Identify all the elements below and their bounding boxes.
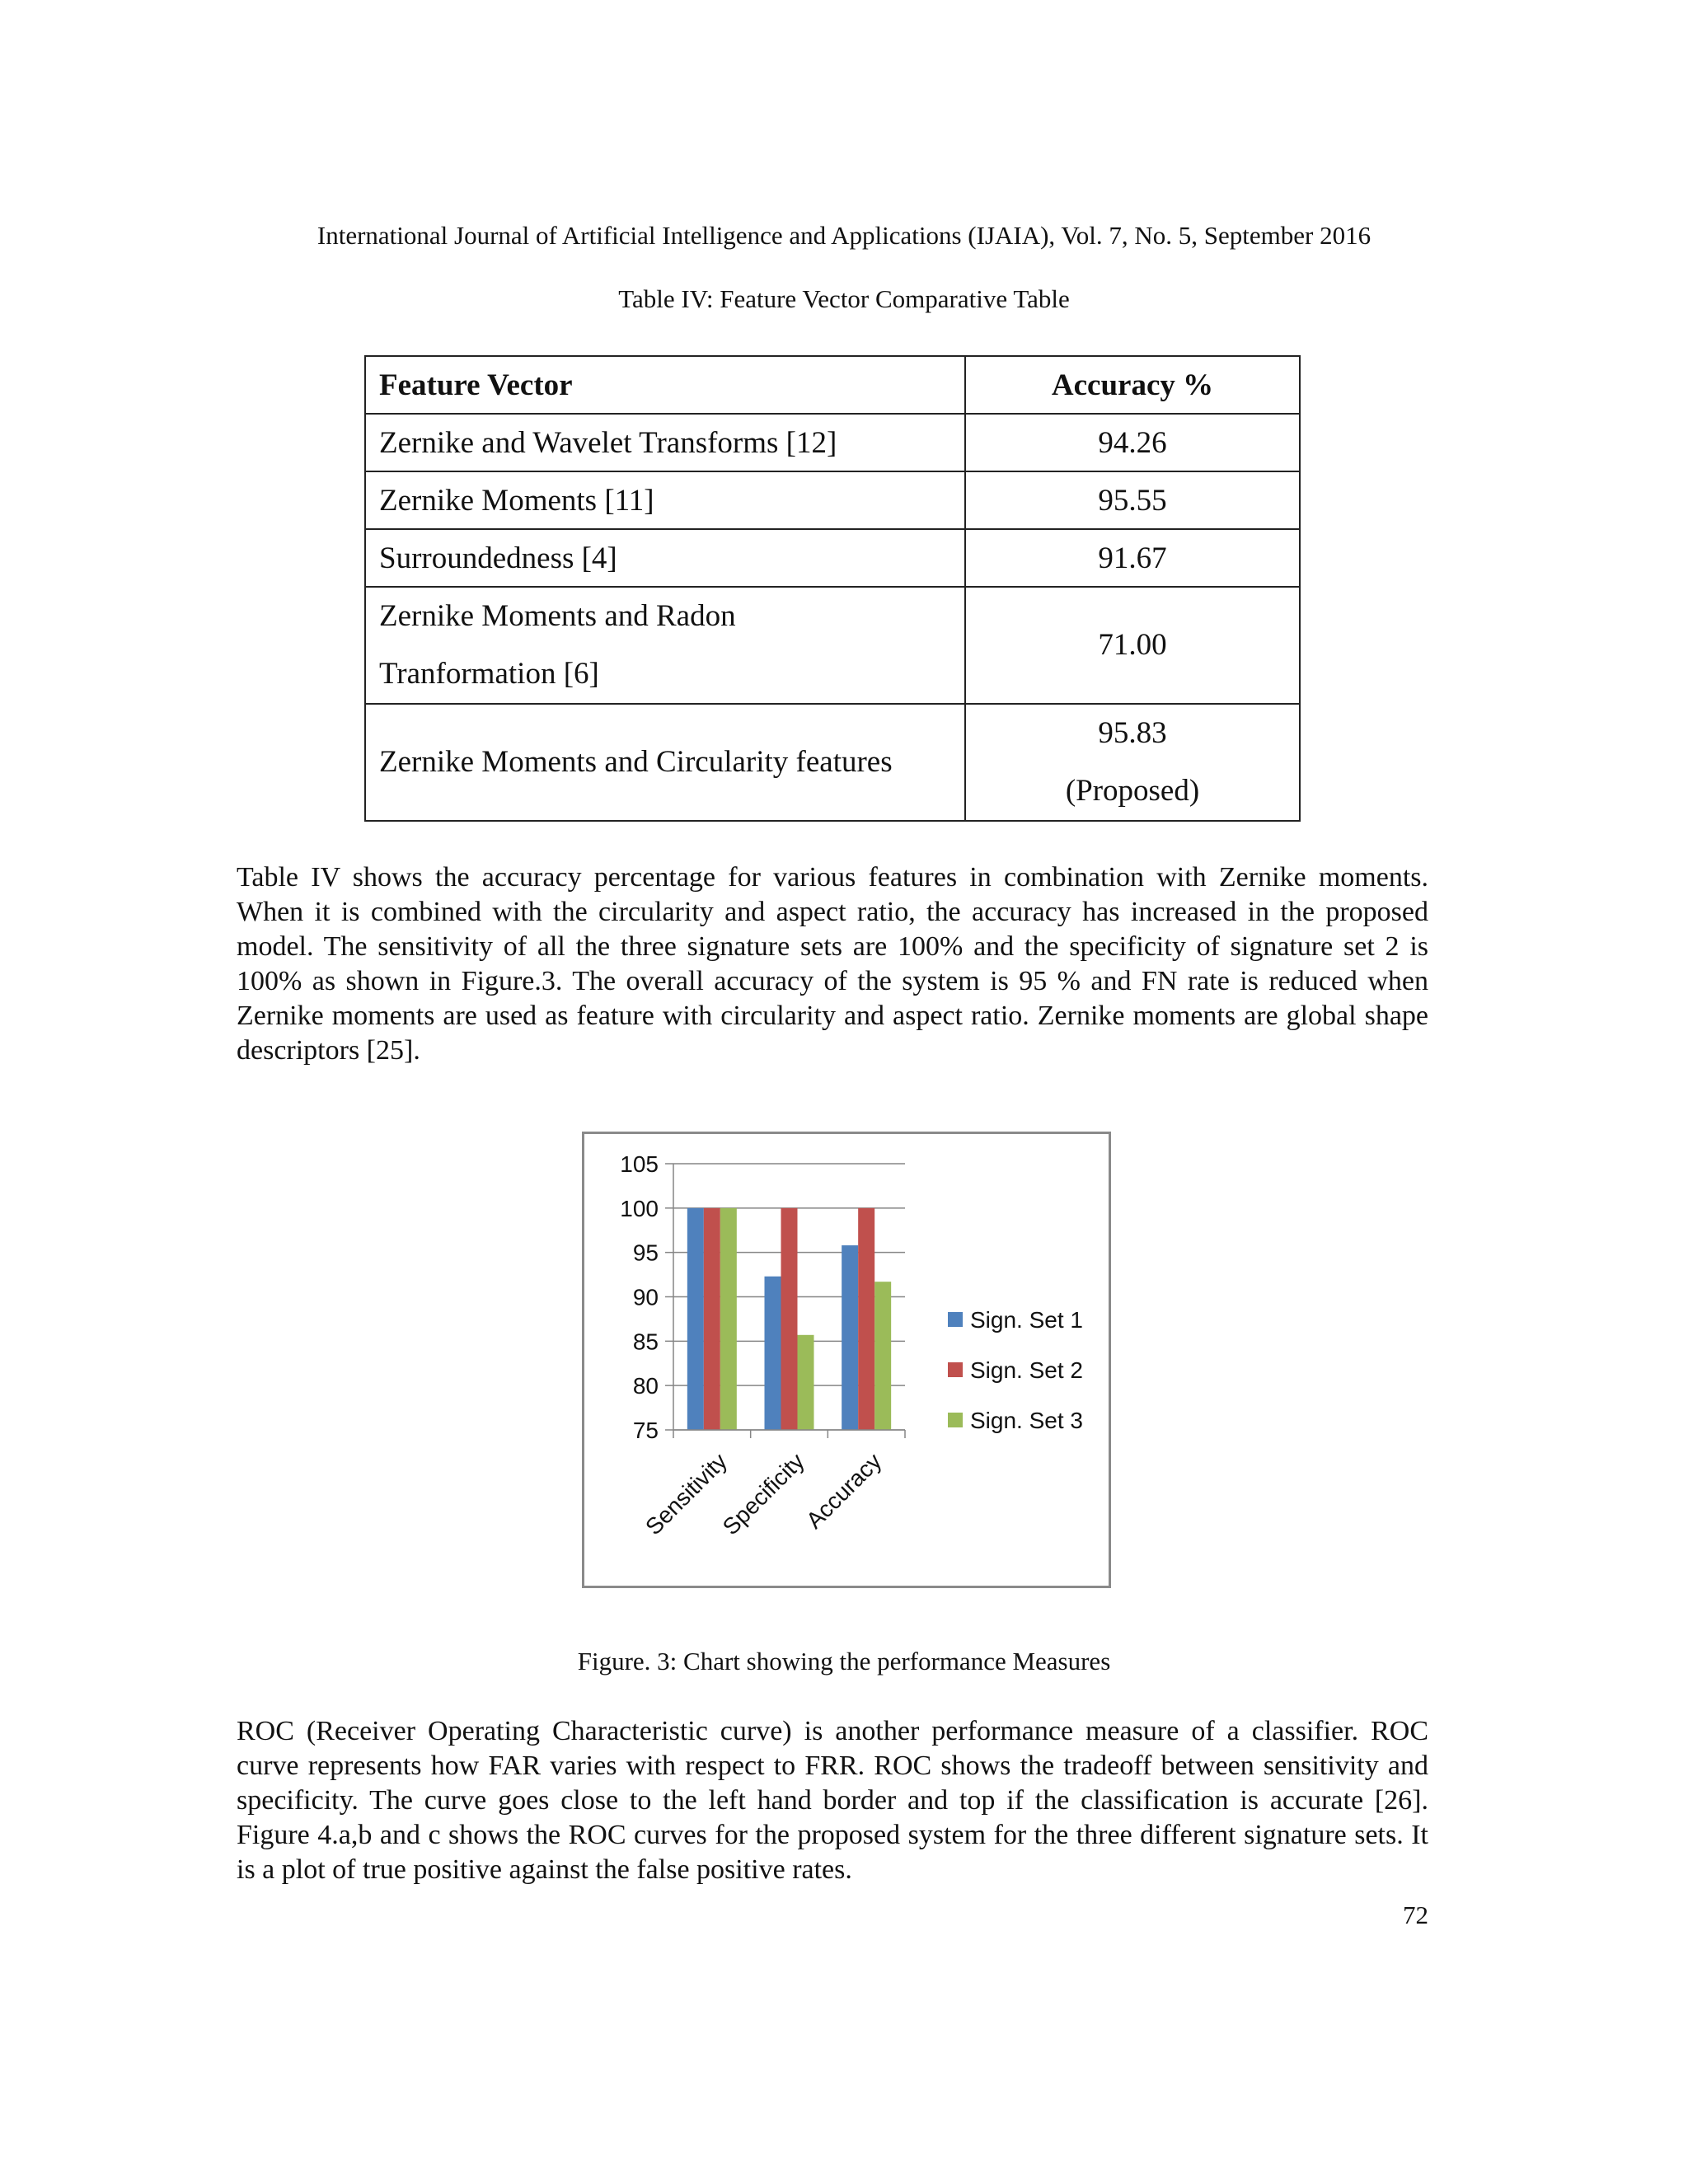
- table-cell-accuracy: 94.26: [965, 414, 1300, 471]
- table-row: [365, 414, 1300, 471]
- table-caption: Table IV: Feature Vector Comparative Table: [618, 284, 1070, 313]
- table-cell-feature-line: Zernike Moments and Radon: [379, 599, 736, 633]
- table-cell-feature-line: Tranformation [6]: [379, 657, 599, 691]
- y-tick-label: 95: [632, 1240, 659, 1266]
- table-cell-feature: Zernike Moments and Circularity features: [365, 704, 965, 821]
- chart-svg: [584, 1134, 1114, 1591]
- table-header-row: [365, 356, 1300, 414]
- feature-vector-table: [364, 355, 1301, 822]
- table-row: [365, 587, 1300, 704]
- bar: [858, 1208, 874, 1430]
- y-tick-label: 75: [632, 1418, 659, 1443]
- table-cell-feature: Surroundedness [4]: [365, 529, 965, 587]
- table-row: [365, 704, 1300, 821]
- bar: [842, 1245, 858, 1430]
- y-tick-label: 80: [632, 1373, 659, 1399]
- running-head: International Journal of Artificial Intelligence and Applications (IJAIA), Vol. 7, No. 5, September 2016: [316, 221, 1372, 250]
- legend-label: Sign. Set 3: [970, 1408, 1083, 1433]
- body-paragraph: ROC (Receiver Operating Characteristic curve) is another performance measure of a classifier. ROC curve represents how FAR varies with respect to FRR. ROC shows the tradeoff between sensitivity and specificity. The curve goes close to the left hand border and top if the classification is accurate [26]. Figure 4.a,b and c shows the ROC curves for the proposed system for the three different signature sets. It is a plot of true positive against the false positive rates.: [237, 1716, 1428, 1885]
- legend-label: Sign. Set 1: [970, 1307, 1083, 1333]
- bar: [765, 1277, 781, 1430]
- table-cell-feature: Zernike Moments [11]: [365, 471, 965, 529]
- table-row: [365, 529, 1300, 587]
- bar: [704, 1208, 720, 1430]
- figure-caption: Figure. 3: Chart showing the performance Measures: [577, 1647, 1111, 1675]
- body-paragraph: Table IV shows the accuracy percentage for various features in combination with Zernike moments. When it is combined with the circularity and aspect ratio, the accuracy has increased in the proposed model. The sensitivity of all the three signature sets are 100% and the specificity of signature set 2 is 100% as shown in Figure.3. The overall accuracy of the system is 95 % and FN rate is reduced when Zernike moments are used as feature with circularity and aspect ratio. Zernike moments are global shape descriptors [25].: [237, 862, 1428, 1066]
- table-header-feature: Feature Vector: [365, 356, 965, 414]
- table-cell-accuracy-line: 95.83: [1098, 716, 1167, 750]
- x-tick-label: Accuracy: [801, 1448, 887, 1534]
- y-tick-label: 105: [620, 1151, 659, 1177]
- page-number: 72: [1403, 1900, 1428, 1929]
- bar: [781, 1208, 798, 1430]
- legend-swatch: [948, 1362, 963, 1377]
- table-cell-accuracy-line: (Proposed): [1065, 774, 1200, 808]
- y-tick-label: 85: [632, 1329, 659, 1355]
- y-tick-label: 90: [632, 1284, 659, 1310]
- table-cell-feature: [365, 587, 965, 704]
- legend-swatch: [948, 1413, 963, 1427]
- bar: [687, 1208, 704, 1430]
- x-tick-label: Sensitivity: [640, 1448, 733, 1540]
- table-header-accuracy: Accuracy %: [965, 356, 1300, 414]
- table-cell-feature: Zernike and Wavelet Transforms [12]: [365, 414, 965, 471]
- table-cell-accuracy: [965, 704, 1300, 821]
- bar: [798, 1335, 814, 1430]
- y-tick-label: 100: [620, 1195, 659, 1221]
- legend-swatch: [948, 1312, 963, 1327]
- bar: [720, 1208, 737, 1430]
- table-cell-accuracy: 91.67: [965, 529, 1300, 587]
- table-row: [365, 471, 1300, 529]
- table-cell-accuracy: 95.55: [965, 471, 1300, 529]
- legend-label: Sign. Set 2: [970, 1357, 1083, 1383]
- bar: [874, 1282, 891, 1430]
- x-tick-label: Specificity: [717, 1448, 809, 1540]
- performance-chart: [582, 1132, 1111, 1588]
- table-cell-accuracy: 71.00: [965, 587, 1300, 704]
